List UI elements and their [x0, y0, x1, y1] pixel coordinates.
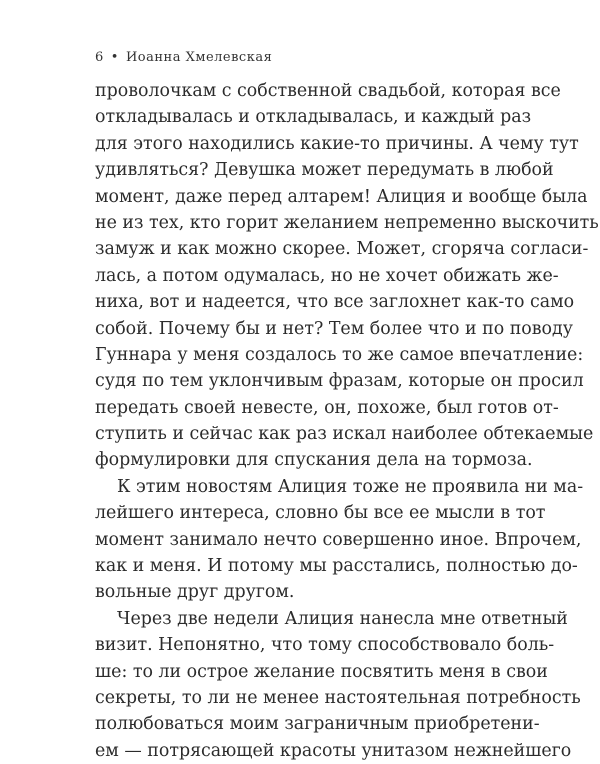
text-line: удивляться? Девушка может передумать в любой	[95, 160, 554, 181]
text-line: ем — потрясающей красоты унитазом нежнейшего	[95, 740, 572, 761]
text-line: формулировки для спускания дела на тормоза.	[95, 450, 533, 471]
text-line: не из тех, кто горит желанием непременно выскочить	[95, 212, 599, 233]
text-line: визит. Непонятно, что тому способствовало боль-	[95, 635, 555, 656]
text-line: секреты, то ли не менее настоятельная потребность	[95, 687, 581, 708]
text-line: Гуннара у меня создалось то же самое впечатление:	[95, 344, 584, 365]
text-line: К этим новостям Алиция тоже не проявила ни ма-	[117, 476, 584, 497]
text-line: откладывалась и откладывалась, и каждый раз	[95, 107, 532, 128]
text-line: для этого находились какие-то причины. А чему тут	[95, 133, 579, 154]
author-name: Иоанна Хмелевская	[125, 50, 273, 65]
text-line: лась, а потом одумалась, но не хочет обижать же-	[95, 265, 559, 286]
text-line: передать своей невесте, он, похоже, был готов от-	[95, 397, 559, 418]
header-separator: •	[110, 50, 119, 65]
text-line: судя по тем уклончивым фразам, которые он просил	[95, 371, 584, 392]
text-line: момент, даже перед алтарем! Алиция и вообще была	[95, 186, 588, 207]
text-line: вольные друг другом.	[95, 582, 295, 603]
running-header	[95, 50, 272, 65]
text-line: ниха, вот и надеется, что все заглохнет как-то само	[95, 292, 575, 313]
text-line: проволочкам с собственной свадьбой, которая все	[95, 81, 561, 101]
text-line: лейшего интереса, словно бы все ее мысли в тот	[95, 503, 546, 524]
text-line: как и меня. И потому мы расстались, полностью до-	[95, 556, 578, 577]
text-line: собой. Почему бы и нет? Тем более что и по поводу	[95, 318, 573, 339]
body-text	[95, 78, 599, 764]
text-line: замуж и как можно скорее. Может, сгоряча согласи-	[95, 239, 589, 260]
text-line: ше: то ли острое желание посвятить меня в свои	[95, 661, 548, 682]
text-line: ступить и сейчас как раз искал наиболее обтекаемые	[95, 424, 594, 445]
page-number: 6	[95, 50, 104, 65]
text-line: момент занимало нечто совершенно иное. Впрочем,	[95, 529, 582, 550]
text-line: Через две недели Алиция нанесла мне ответный	[117, 608, 568, 629]
text-line: полюбоваться моим заграничным приобретени-	[95, 714, 540, 735]
